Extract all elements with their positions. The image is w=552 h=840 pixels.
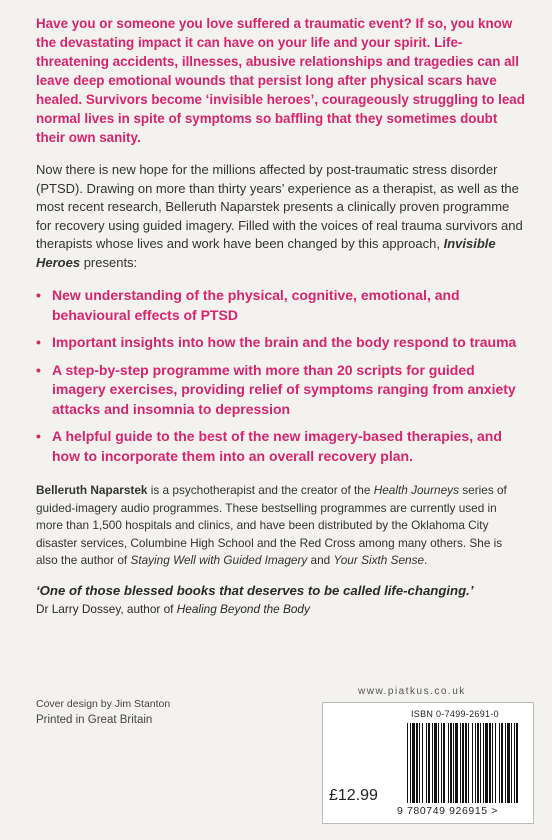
back-cover-text xyxy=(36,14,526,618)
credits xyxy=(36,698,170,726)
list-item: • A step-by-step programme with more than 20 scripts for guided imagery exercises, providing relief of symptoms ranging from anxiety attacks and insomnia to depression xyxy=(36,361,516,417)
bullet-icon: • xyxy=(36,334,41,350)
endorsement-quote xyxy=(36,582,526,618)
barcode-icon xyxy=(407,723,523,805)
intro-paragraph: Have you or someone you love suffered a traumatic event? If so, you know the devastating impact it can have on your life and your spirit. Life-threatening accidents, illnesses, abusive relationships and tragedies can all leave deep emotional wounds that persist long after physical scars have healed. Survivors become ‘invisible heroes’, courageously struggling to lead normal lives in spite of symptoms so baffling that they sometimes doubt their own sanity. xyxy=(36,16,525,145)
cover-credit: Cover design by Jim Stanton xyxy=(36,698,171,710)
quote-attribution: Dr Larry Dossey, author of Healing Beyond the Body xyxy=(36,601,310,616)
list-item: • A helpful guide to the best of the new imagery-based therapies, and how to incorporate them into an overall recovery plan. xyxy=(36,428,502,464)
printed-in: Printed in Great Britain xyxy=(36,714,153,726)
book-title-2: Your Sixth Sense xyxy=(333,553,425,567)
bullet-icon: • xyxy=(36,428,41,444)
feature-list xyxy=(36,286,526,466)
book-title: Invisible Heroes xyxy=(36,236,496,270)
description-text: Now there is new hope for the millions affected by post-traumatic stress disorder (PTSD). Drawing on more than thirty years’ experience as a therapist, as well as the most recent research, Belleruth Naparstek presents a clinically proven programme for recovery using guided imagery. Filled with the voices of real trauma survivors and therapists whose lives and work have been changed by this approach, xyxy=(36,162,523,251)
book-title-1: Staying Well with Guided Imagery xyxy=(130,553,308,567)
list-item: • Important insights into how the brain and the body respond to trauma xyxy=(36,333,526,353)
description-text-end: presents: xyxy=(80,254,138,270)
bullet-icon: • xyxy=(36,287,41,303)
quote-text: ‘One of those blessed books that deserves to be called life-changing.’ xyxy=(36,582,474,598)
barcode-panel xyxy=(322,702,534,824)
author-name: Belleruth Naparstek xyxy=(36,483,148,497)
isbn-label: ISBN 0-7499-2691-0 xyxy=(411,709,499,719)
price: £12.99 xyxy=(329,787,378,804)
ean-number: 9 780749 926915 > xyxy=(397,805,499,817)
publisher-url: www.piatkus.co.uk xyxy=(358,686,466,697)
author-bio: Belleruth Naparstek is a psychotherapist and the creator of the Health Journeys series of guided-imagery audio programmes. These bestselling programmes are currently used in more than 1,500 hospitals and clinics, and have been distributed by the Oklahoma City disaster services, Columbine High School and the Red Cross among many others. She is also the author of Staying Well with Guided Imagery and Your Sixth Sense. xyxy=(36,483,507,567)
description-paragraph xyxy=(36,161,526,272)
list-item: • New understanding of the physical, cognitive, emotional, and behavioural effects of PTSD xyxy=(36,287,460,323)
series-title: Health Journeys xyxy=(373,483,459,497)
bullet-icon: • xyxy=(36,361,41,378)
